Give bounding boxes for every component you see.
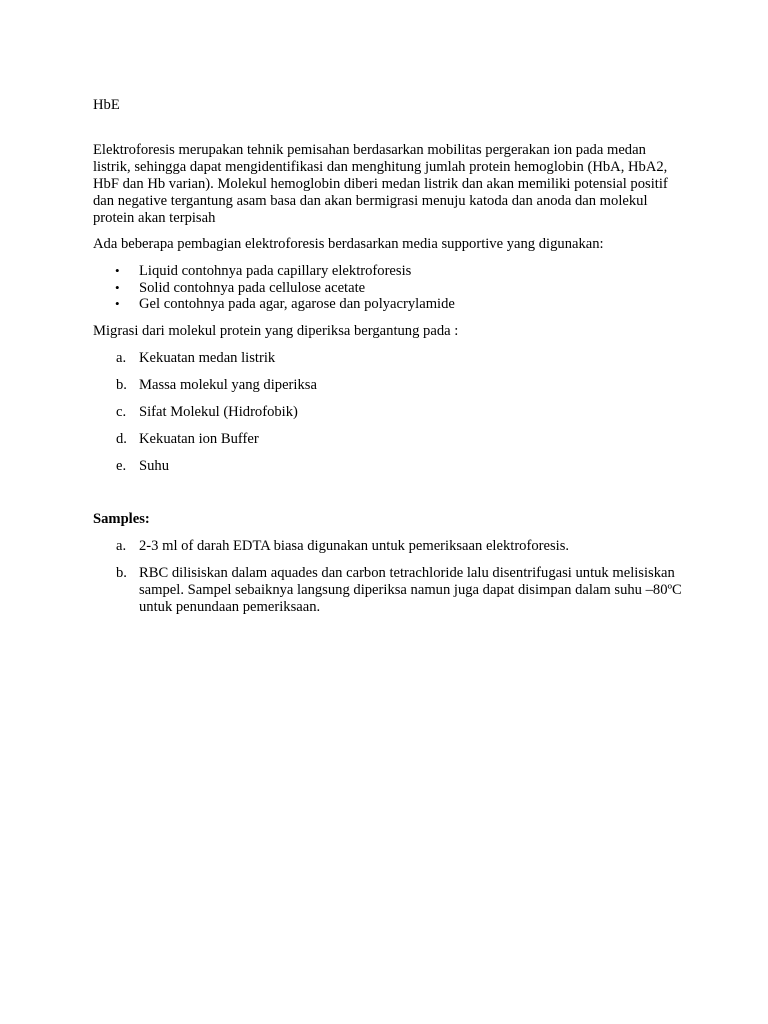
list-item-text: 2-3 ml of darah EDTA biasa digunakan untuk pemeriksaan elektroforesis. (139, 538, 570, 554)
list-item-text: Solid contohnya pada cellulose acetate (139, 279, 366, 296)
samples-heading: Samples: (93, 511, 150, 527)
list-item-text: Suhu (139, 458, 170, 474)
list-item (93, 404, 693, 421)
list-marker: c. (116, 404, 127, 420)
intro-paragraph: Elektroforesis merupakan tehnik pemisahan berdasarkan mobilitas pergerakan ion pada medan listrik, sehingga dapat mengidentifikasi dan menghitung jumlah protein hemoglobin (HbA, HbA2, HbF dan Hb varian). Molekul hemoglobin diberi medan listrik dan akan memiliki potensial positif dan negative tergantung asam basa dan akan bermigrasi menuju katoda dan anoda dan molekul protein akan terpisah (93, 142, 668, 226)
bullet-icon: • (115, 263, 120, 278)
list-item (93, 263, 683, 280)
factors-list (93, 350, 693, 485)
list-item-text: Kekuatan ion Buffer (139, 431, 259, 447)
list-marker: a. (116, 350, 127, 366)
list-item (93, 565, 693, 616)
media-bullet-list (93, 263, 683, 313)
list-marker: b. (116, 565, 127, 581)
list-item-text: Sifat Molekul (Hidrofobik) (139, 404, 298, 420)
list-item (93, 538, 693, 555)
list-marker: d. (116, 431, 127, 447)
list-item (93, 377, 693, 394)
list-marker: b. (116, 377, 127, 393)
list-item (93, 296, 683, 313)
samples-list (93, 538, 693, 626)
list-item-text: Liquid contohnya pada capillary elektroforesis (139, 263, 412, 279)
list-item-text: Massa molekul yang diperiksa (139, 377, 317, 393)
list-item-text: Gel contohnya pada agar, agarose dan polyacrylamide (139, 296, 455, 312)
bullet-icon: • (115, 279, 120, 295)
list-marker: a. (116, 538, 127, 554)
media-intro-paragraph: Ada beberapa pembagian elektroforesis berdasarkan media supportive yang digunakan: (93, 236, 604, 252)
list-item (93, 458, 693, 475)
list-item-text: Kekuatan medan listrik (139, 350, 276, 366)
migration-intro-paragraph: Migrasi dari molekul protein yang diperiksa bergantung pada : (93, 323, 459, 339)
list-item (93, 280, 683, 297)
document-title: HbE (93, 97, 120, 113)
list-item (93, 431, 693, 448)
list-item-text: RBC dilisiskan dalam aquades dan carbon tetrachloride lalu disentrifugasi untuk melisiskan sampel. Sampel sebaiknya langsung diperiksa namun juga dapat disimpan dalam suhu –80ºC untuk penundaan pemeriksaan. (139, 565, 682, 615)
bullet-icon: • (115, 296, 120, 311)
list-marker: e. (116, 458, 127, 474)
list-item (93, 350, 693, 367)
